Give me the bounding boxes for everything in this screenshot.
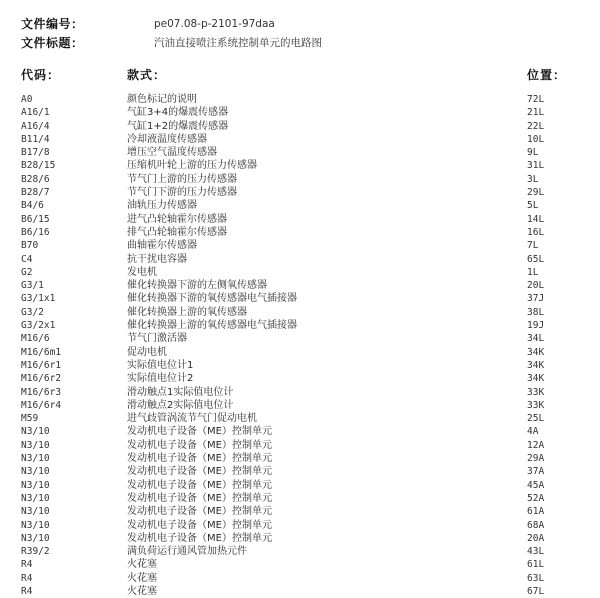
row-code: N3/10 [21,466,50,478]
row-code: N3/10 [21,479,50,491]
row-position: 33K [527,386,545,398]
row-code: B6/15 [21,213,50,225]
row-description: 滑动触点1实际值电位计 [127,386,234,398]
row-code: B4/6 [21,200,44,212]
table-row [0,292,600,305]
table-row [0,532,600,545]
document-header [21,14,322,52]
table-header [0,66,600,84]
table-row [0,319,600,332]
table-row [0,572,600,585]
row-position: 19J [527,320,545,332]
row-code: M16/6r3 [21,386,62,398]
row-description: 冷却液温度传感器 [127,133,207,145]
row-position: 29A [527,453,545,465]
row-description: 发动机电子设备（ME）控制单元 [127,519,272,531]
row-position: 3L [527,173,539,185]
row-position: 34K [527,359,545,371]
row-description: 催化转换器下游的左侧氧传感器 [127,280,267,292]
row-code: R4 [21,585,33,597]
table-row [0,545,600,558]
row-position: 21L [527,107,545,119]
row-description: 催化转换器下游的氧传感器电气插接器 [127,293,297,305]
row-position: 43L [527,546,545,558]
row-description: 发动机电子设备（ME）控制单元 [127,492,272,504]
table-row [0,519,600,532]
row-position: 25L [527,413,545,425]
table-row [0,452,600,465]
row-code: B28/7 [21,187,50,199]
row-description: 进气凸轮轴霍尔传感器 [127,213,227,225]
row-code: B70 [21,240,39,252]
table-row [0,492,600,505]
row-description: 发动机电子设备（ME）控制单元 [127,479,272,491]
row-position: 1L [527,266,539,278]
row-description: 曲轴霍尔传感器 [127,240,197,252]
table-row [0,239,600,252]
row-position: 34K [527,346,545,358]
row-position: 5L [527,200,539,212]
table-row [0,199,600,212]
row-position: 9L [527,147,539,159]
row-position: 68A [527,519,545,531]
row-description: 油轨压力传感器 [127,200,197,212]
row-position: 34L [527,333,545,345]
row-code: R4 [21,559,33,571]
doc-title-row [21,33,322,52]
row-description: 增压空气温度传感器 [127,147,217,159]
component-table [0,93,600,598]
row-position: 33K [527,399,545,411]
row-position: 16L [527,226,545,238]
row-description: 发动机电子设备（ME）控制单元 [127,506,272,518]
table-row [0,120,600,133]
row-position: 72L [527,94,545,105]
row-code: M59 [21,413,39,425]
row-description: 气缸1+2的爆震传感器 [127,120,229,132]
table-row [0,159,600,172]
table-row [0,465,600,478]
row-position: 61L [527,559,545,571]
row-position: 14L [527,213,545,225]
column-header-position: 位置： [527,68,567,82]
table-row [0,173,600,186]
row-description: 进气歧管涡流节气门促动电机 [127,413,257,425]
doc-title-value: 汽油直接喷注系统控制单元的电路图 [154,37,322,49]
row-description: 实际值电位计1 [127,359,194,371]
table-row [0,399,600,412]
doc-number-label: 文件编号： [21,17,84,31]
row-position: 12A [527,439,545,451]
table-row [0,479,600,492]
doc-number-row [21,14,322,33]
row-code: N3/10 [21,426,50,438]
row-description: 节气门上游的压力传感器 [127,173,237,185]
row-code: A16/4 [21,120,50,132]
row-code: C4 [21,253,33,265]
row-code: B11/4 [21,133,50,145]
row-code: G2 [21,266,33,278]
row-position: 37A [527,466,545,478]
row-code: R39/2 [21,546,50,558]
row-description: 排气凸轮轴霍尔传感器 [127,226,227,238]
row-position: 10L [527,133,545,145]
row-description: 催化转换器上游的氧传感器 [127,306,247,318]
row-code: A0 [21,94,33,105]
row-position: 38L [527,306,545,318]
row-code: N3/10 [21,506,50,518]
row-position: 61A [527,506,545,518]
row-code: M16/6m1 [21,346,62,358]
row-code: N3/10 [21,453,50,465]
row-description: 满负荷运行通风管加热元件 [127,546,247,558]
table-row [0,93,600,106]
row-position: 37J [527,293,545,305]
row-position: 65L [527,253,545,265]
table-row [0,226,600,239]
row-position: 7L [527,240,539,252]
row-code: B28/15 [21,160,56,172]
table-row [0,106,600,119]
table-row [0,585,600,598]
column-header-code: 代码： [21,68,61,82]
row-position: 4A [527,426,539,438]
row-description: 气缸3+4的爆震传感器 [127,107,229,119]
row-description: 节气门激活器 [127,333,187,345]
row-description: 促动电机 [127,346,167,358]
row-description: 发动机电子设备（ME）控制单元 [127,532,272,544]
doc-number-value: pe07.08-p-2101-97daa [154,17,275,30]
row-code: N3/10 [21,532,50,544]
table-row [0,359,600,372]
table-row [0,346,600,359]
row-position: 20A [527,532,545,544]
row-code: N3/10 [21,519,50,531]
row-description: 实际值电位计2 [127,373,194,385]
row-description: 发电机 [127,266,157,278]
row-code: G3/1 [21,280,44,292]
table-row [0,505,600,518]
row-code: N3/10 [21,439,50,451]
table-row [0,146,600,159]
table-row [0,332,600,345]
row-code: M16/6r4 [21,399,62,411]
row-position: 20L [527,280,545,292]
table-row [0,279,600,292]
row-code: R4 [21,572,33,584]
row-code: B17/8 [21,147,50,159]
row-position: 34K [527,373,545,385]
table-row [0,439,600,452]
table-row [0,306,600,319]
row-code: G3/1x1 [21,293,56,305]
row-position: 52A [527,492,545,504]
row-position: 45A [527,479,545,491]
table-row [0,133,600,146]
row-code: M16/6r2 [21,373,62,385]
row-description: 发动机电子设备（ME）控制单元 [127,466,272,478]
table-row [0,386,600,399]
column-header-description: 款式： [127,68,167,82]
row-code: B6/16 [21,226,50,238]
row-description: 发动机电子设备（ME）控制单元 [127,453,272,465]
table-row [0,266,600,279]
table-row [0,186,600,199]
row-description: 发动机电子设备（ME）控制单元 [127,439,272,451]
row-description: 火花塞 [127,559,157,571]
table-row [0,558,600,571]
row-code: M16/6r1 [21,359,62,371]
doc-title-label: 文件标题： [21,36,84,50]
table-row [0,213,600,226]
row-position: 63L [527,572,545,584]
row-code: B28/6 [21,173,50,185]
row-description: 火花塞 [127,585,157,597]
row-position: 31L [527,160,545,172]
row-position: 29L [527,187,545,199]
row-description: 火花塞 [127,572,157,584]
row-description: 颜色标记的说明 [127,94,197,105]
row-code: G3/2x1 [21,320,56,332]
row-code: M16/6 [21,333,50,345]
row-position: 22L [527,120,545,132]
table-row [0,372,600,385]
row-description: 发动机电子设备（ME）控制单元 [127,426,272,438]
table-row [0,425,600,438]
table-row [0,253,600,266]
row-description: 压缩机叶轮上游的压力传感器 [127,160,257,172]
row-position: 67L [527,585,545,597]
row-code: N3/10 [21,492,50,504]
row-description: 节气门下游的压力传感器 [127,187,237,199]
row-description: 抗干扰电容器 [127,253,187,265]
row-code: G3/2 [21,306,44,318]
row-description: 催化转换器上游的氧传感器电气插接器 [127,320,297,332]
row-code: A16/1 [21,107,50,119]
table-row [0,412,600,425]
row-description: 滑动触点2实际值电位计 [127,399,234,411]
